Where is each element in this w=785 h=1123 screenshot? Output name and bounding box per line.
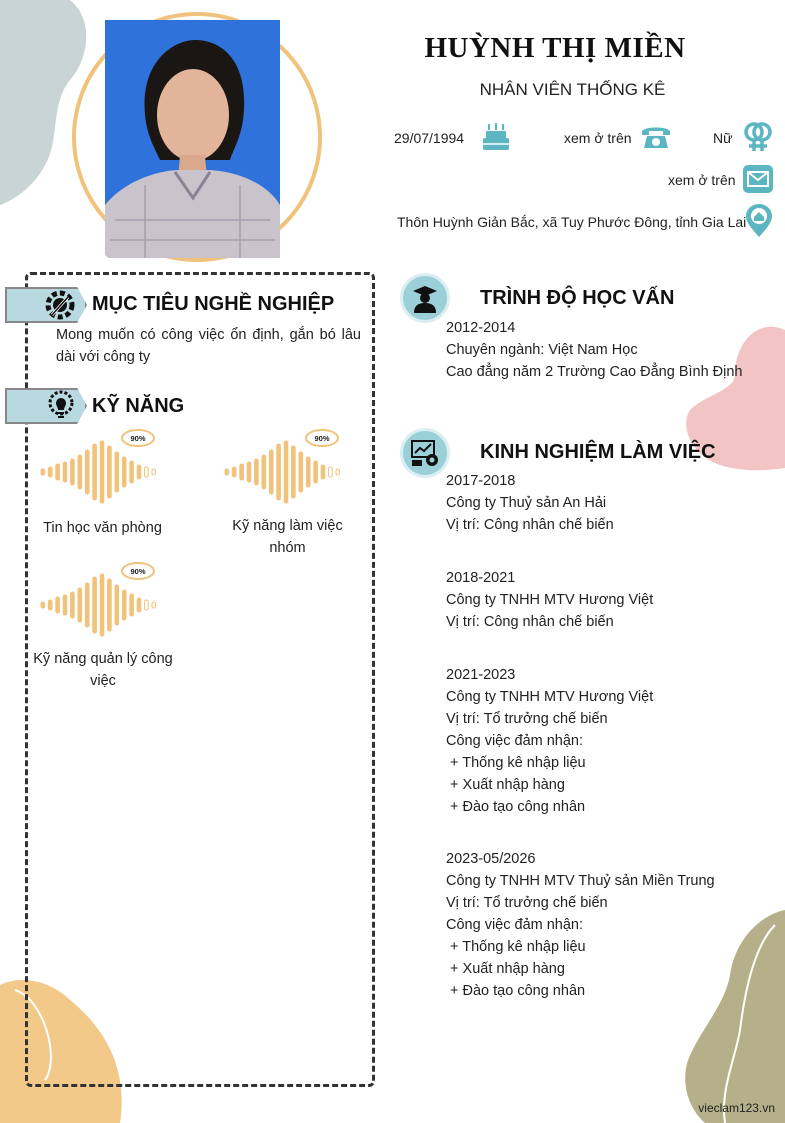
footer-brand: vieclam123.vn	[698, 1101, 775, 1115]
lightbulb-gear-icon	[44, 388, 78, 422]
skill-2-percent: 90%	[305, 429, 339, 447]
chart-screen-icon	[410, 438, 440, 468]
objective-line-1: Mong muốn có công việc ổn định, gắn bó lâu	[56, 327, 361, 343]
job-4-duty-1: + Thống kê nhập liệu	[446, 939, 586, 955]
profile-photo	[105, 20, 280, 258]
skill-1-soundwave-icon	[38, 440, 163, 505]
skill-3-soundwave-icon	[38, 573, 163, 638]
education-period: 2012-2014	[446, 320, 516, 336]
job-2-period: 2018-2021	[446, 570, 516, 586]
skill-2-soundwave-icon	[222, 440, 347, 505]
job-1-company: Công ty Thuỷ sản An Hải	[446, 495, 607, 511]
email-icon	[742, 164, 774, 194]
candidate-name: HUỲNH THỊ MIỀN	[424, 32, 686, 64]
skill-1-label: Tin học văn phòng	[43, 520, 162, 536]
address-text: Thôn Huỳnh Giản Bắc, xã Tuy Phước Đông, tỉnh Gia Lai	[397, 214, 747, 230]
job-4-duties-label: Công việc đảm nhận:	[446, 917, 584, 933]
birthday-text: 29/07/1994	[394, 130, 465, 146]
job-3-period: 2021-2023	[446, 667, 516, 683]
birthday-cake-icon	[480, 120, 512, 152]
job-3-duty-1: + Thống kê nhập liệu	[446, 755, 586, 771]
experience-icon-circle	[400, 428, 450, 478]
phone-text: xem ở trên	[564, 130, 632, 146]
job-3-duty-3: + Đào tạo công nhân	[446, 799, 586, 815]
job-3-role: Vị trí: Tổ trưởng chế biến	[446, 711, 608, 727]
job-3-company: Công ty TNHH MTV Hương Việt	[446, 689, 654, 705]
objective-title: MỤC TIÊU NGHỀ NGHIỆP	[92, 293, 335, 315]
location-pin-icon	[744, 204, 774, 238]
job-2-role: Vị trí: Công nhân chế biến	[446, 614, 614, 630]
graduate-icon	[410, 283, 440, 313]
education-title: TRÌNH ĐỘ HỌC VẤN	[480, 287, 675, 309]
job-1-role: Vị trí: Công nhân chế biến	[446, 517, 614, 533]
gender-icon	[742, 120, 774, 152]
skill-1-percent: 90%	[121, 429, 155, 447]
job-3-duty-2: + Xuất nhập hàng	[446, 777, 565, 793]
job-2-company: Công ty TNHH MTV Hương Việt	[446, 592, 654, 608]
education-school: Cao đẳng năm 2 Trường Cao Đẳng Bình Định	[446, 364, 743, 380]
email-text: xem ở trên	[668, 172, 736, 188]
skill-2-label: Kỹ năng làm việc nhóm	[232, 518, 343, 556]
job-4-company: Công ty TNHH MTV Thuỷ sản Miền Trung	[446, 873, 715, 889]
job-title: NHÂN VIÊN THỐNG KÊ	[479, 80, 666, 99]
education-icon-circle	[400, 273, 450, 323]
experience-title: KINH NGHIỆM LÀM VIỆC	[480, 441, 716, 463]
job-4-duty-2: + Xuất nhập hàng	[446, 961, 565, 977]
gear-wrench-icon	[43, 288, 77, 322]
job-4-role: Vị trí: Tổ trưởng chế biến	[446, 895, 608, 911]
gender-text: Nữ	[713, 130, 733, 146]
job-1-period: 2017-2018	[446, 473, 516, 489]
skill-3-label: Kỹ năng quản lý công việc	[33, 651, 173, 689]
skill-3-percent: 90%	[121, 562, 155, 580]
education-major: Chuyên ngành: Việt Nam Học	[446, 342, 638, 358]
telephone-icon	[640, 122, 672, 150]
job-4-duty-3: + Đào tạo công nhân	[446, 983, 586, 999]
job-4-period: 2023-05/2026	[446, 851, 536, 867]
person-silhouette-icon	[105, 20, 280, 258]
objective-line-2: dài với công ty	[56, 349, 151, 365]
job-3-duties-label: Công việc đảm nhận:	[446, 733, 584, 749]
skills-title: KỸ NĂNG	[92, 395, 185, 417]
